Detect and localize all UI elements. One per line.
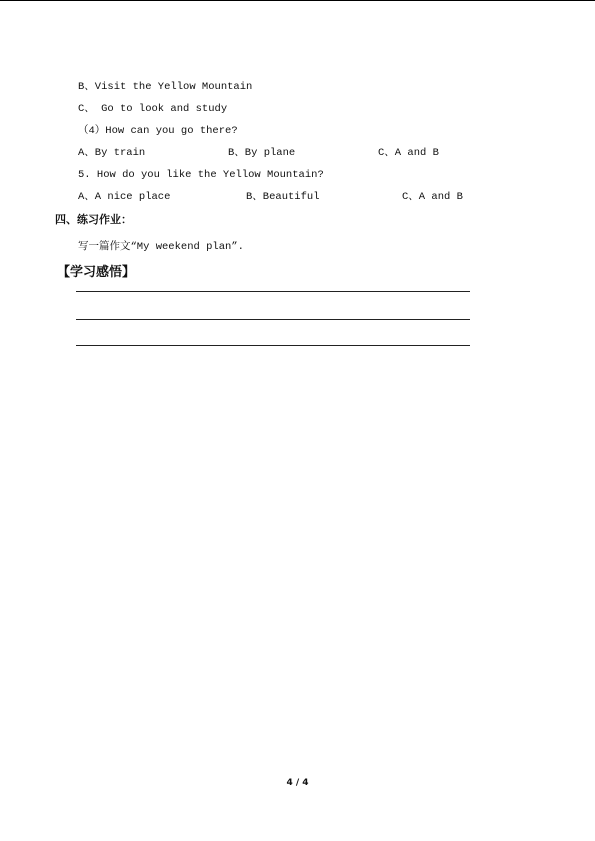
page-number: 4 / 4 <box>286 778 309 788</box>
q4-option-b: B、By plane <box>228 147 296 159</box>
q5-option-a: A、A nice place <box>78 191 171 203</box>
q5-option-c: C、A and B <box>402 191 463 203</box>
q4-option-c: C、A and B <box>378 147 439 159</box>
section4-task: 写一篇作文“My weekend plan”. <box>78 241 244 253</box>
q4-option-a: A、By train <box>78 147 146 159</box>
q4-stem: （4）How can you go there? <box>78 125 238 137</box>
section4-heading: 四、练习作业： <box>55 213 132 226</box>
q5-stem: 5. How do you like the Yellow Mountain? <box>78 169 324 181</box>
q3-option-b: B、Visit the Yellow Mountain <box>78 81 253 93</box>
reflection-heading: 【学习感悟】 <box>57 265 136 280</box>
q3-option-c: C、 Go to look and study <box>78 103 228 115</box>
page-top-border <box>0 0 595 1</box>
writing-line-1 <box>76 291 470 292</box>
writing-line-3 <box>76 345 470 346</box>
q5-option-b: B、Beautiful <box>246 191 320 203</box>
writing-line-2 <box>76 319 470 320</box>
